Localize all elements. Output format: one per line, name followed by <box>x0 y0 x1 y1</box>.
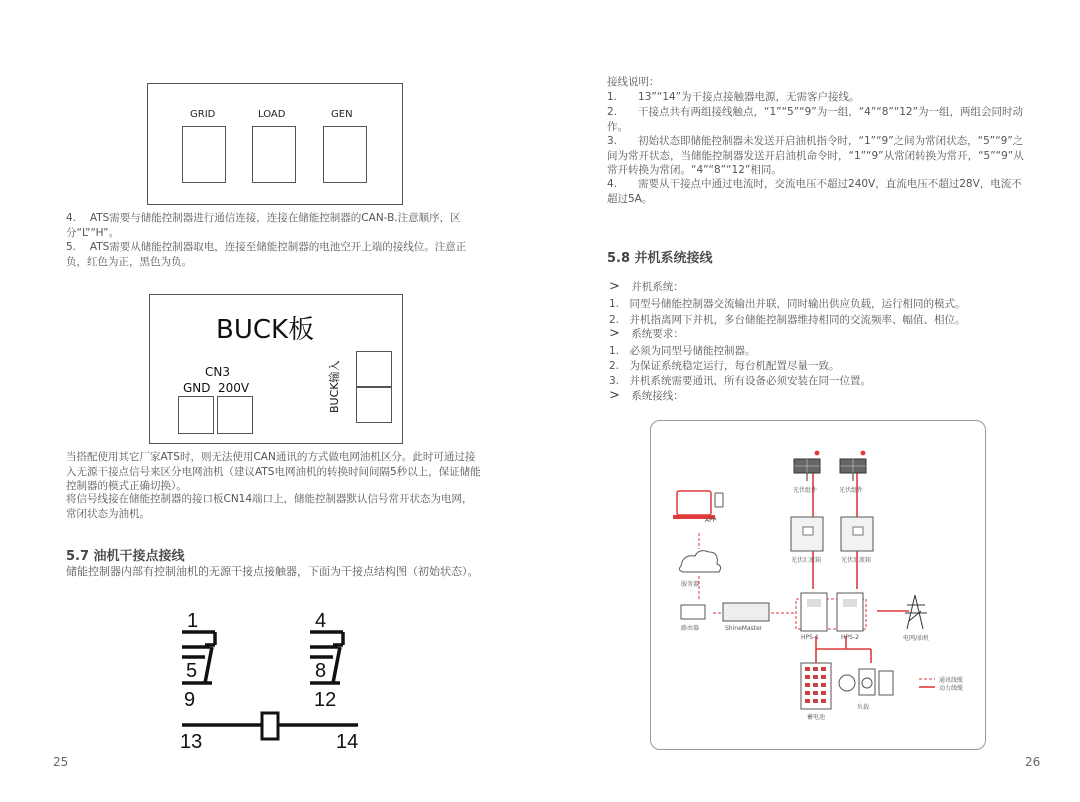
load-terminal <box>252 126 296 183</box>
arrow-icon: > <box>609 279 620 294</box>
phone-icon <box>715 493 723 507</box>
ats-panel <box>147 83 403 205</box>
pv-label-1: 光伏组件 <box>793 487 818 494</box>
cloud-server-icon <box>679 551 720 572</box>
wiring-note-3: 3. 初始状态即储能控制器未发送开启油机指令时，“1”“9”之间为常闭状态，“5”“9”之间为常开状态，当储能控制器发送开启油机命令时，“1”“9”从常闭转换为常开，“5”“9”从常开转换为常闭。“4”“8”“12”相同。 <box>607 135 1024 176</box>
inverter-icon <box>801 593 827 631</box>
load-label: LOAD <box>258 109 286 120</box>
legend-power-label: 动力线缆 <box>939 685 964 692</box>
wiring-note-1: 1. 13”“14”为干接点接触器电源，无需客户接线。 <box>607 91 860 103</box>
gnd-terminal <box>178 396 214 434</box>
battery-bank-icon <box>801 663 831 709</box>
requirement-3: 3. 并机系统需要通讯，所有设备必须安装在同一位置。 <box>609 375 872 387</box>
system-item-2: 2. 并机指离网下并机，多台储能控制器维持相同的交流频率、幅值、相位。 <box>609 314 966 326</box>
contact-14: 14 <box>336 731 359 750</box>
arrow-icon: > <box>609 326 620 341</box>
system-label: 并机系统： <box>631 281 684 293</box>
pv-label-2: 光伏组件 <box>839 487 864 494</box>
grid-terminal <box>182 126 226 183</box>
combiner-label-2: 光伏汇流箱 <box>841 557 872 564</box>
contact-1: 1 <box>187 610 199 632</box>
gen-label: GEN <box>331 109 353 120</box>
requirements-label: 系统要求： <box>631 328 684 340</box>
page-number-right: 26 <box>1025 755 1041 769</box>
page-number-left: 25 <box>53 755 69 769</box>
buck-board <box>149 294 403 444</box>
buck-title: BUCK板 <box>216 315 315 345</box>
load-appliances-icon <box>839 669 893 695</box>
cn3-label: CN3 <box>205 365 230 379</box>
power-pylon-icon <box>905 595 927 629</box>
note-5: 5. ATS需要从储能控制器取电，连接至储能控制器的电池空开上端的接线位。注意正负，红色为正，黑色为负。 <box>66 241 467 268</box>
paragraph-ats: 当搭配使用其它厂家ATS时，则无法使用CAN通讯的方式做电网油机区分。此时可通过接入无源干接点信号来区分电网油机（建议ATS电网油机的转换时间间隔5秒以上，保证储能控制器的模式正确切换）。 <box>66 451 481 492</box>
contact-5: 5 <box>186 660 198 682</box>
router-label: 路由器 <box>681 625 700 632</box>
section-5-7-desc: 储能控制器内部有控制油机的无源干接点接触器，下面为干接点结构图（初始状态）。 <box>66 565 479 578</box>
gen-terminal <box>323 126 367 183</box>
shinemaster-icon <box>723 603 769 621</box>
system-label-row <box>609 280 684 295</box>
paragraph-cn14: 将信号线接在储能控制器的接口板CN14端口上，储能控制器默认信号常开状态为电网，常闭状态为油机。 <box>66 493 473 520</box>
shinemaster-label: ShineMaster <box>725 625 763 632</box>
contact-8: 8 <box>315 660 327 682</box>
solar-panel-icon <box>794 459 820 481</box>
server-label: 服务器 <box>681 581 700 588</box>
system-item-1: 1. 同型号储能控制器交流输出并联，同时输出供应负载，运行相同的模式。 <box>609 298 966 310</box>
load-label: 负载 <box>857 704 870 711</box>
wiring-label: 系统接线： <box>631 390 684 402</box>
legend-comm-label: 通讯线缆 <box>939 677 964 684</box>
router-icon <box>681 605 705 619</box>
wiring-note-4: 4. 需要从干接点中通过电流时，交流电压不超过240V，直流电压不超过28V，电流不超过5A。 <box>607 178 1022 205</box>
buck-input-label: BUCK输入 <box>328 360 341 413</box>
contact-4: 4 <box>315 610 327 632</box>
solar-panel-icon <box>840 459 866 481</box>
laptop-icon <box>677 491 711 515</box>
contact-12: 12 <box>314 689 337 711</box>
contact-13: 13 <box>180 731 203 750</box>
wiring-label-row <box>609 389 684 404</box>
combiner-label-1: 光伏汇流箱 <box>791 557 822 564</box>
buck-input-terminal-2 <box>356 387 392 423</box>
requirement-2: 2. 为保证系统稳定运行，每台机配置尽量一致。 <box>609 360 840 372</box>
buck-input-terminal-1 <box>356 351 392 387</box>
hps2-label: HPS-2 <box>841 634 859 641</box>
v200-label: 200V <box>218 381 250 395</box>
section-5-8-heading: 5.8 并机系统接线 <box>607 251 713 266</box>
system-diagram <box>650 420 986 750</box>
wiring-note-2: 2. 干接点共有两组接线触点，“1”“5”“9”为一组，“4”“8”“12”为一组，两组会同时动作。 <box>607 106 1024 133</box>
gnd-label: GND <box>183 381 211 395</box>
app-label: APP <box>705 517 717 524</box>
contact-9: 9 <box>184 689 196 711</box>
dry-contact-diagram <box>170 605 370 750</box>
grid-label: GRID <box>190 109 216 120</box>
section-5-7-heading: 5.7 油机干接点接线 <box>66 549 185 564</box>
hps1-label: HPS-1 <box>801 634 819 641</box>
wiring-notes-title: 接线说明： <box>607 76 660 88</box>
v200-terminal <box>217 396 253 434</box>
note-4: 4. ATS需要与储能控制器进行通信连接，连接在储能控制器的CAN-B.注意顺序，区分“L”“H”。 <box>66 212 461 239</box>
requirement-1: 1. 必须为同型号储能控制器。 <box>609 345 756 357</box>
grid-genset-label: 电网/油机 <box>903 635 930 642</box>
arrow-icon: > <box>609 388 620 403</box>
requirements-label-row <box>609 327 684 342</box>
inverter-icon <box>837 593 863 631</box>
battery-label: 蓄电池 <box>807 714 826 721</box>
